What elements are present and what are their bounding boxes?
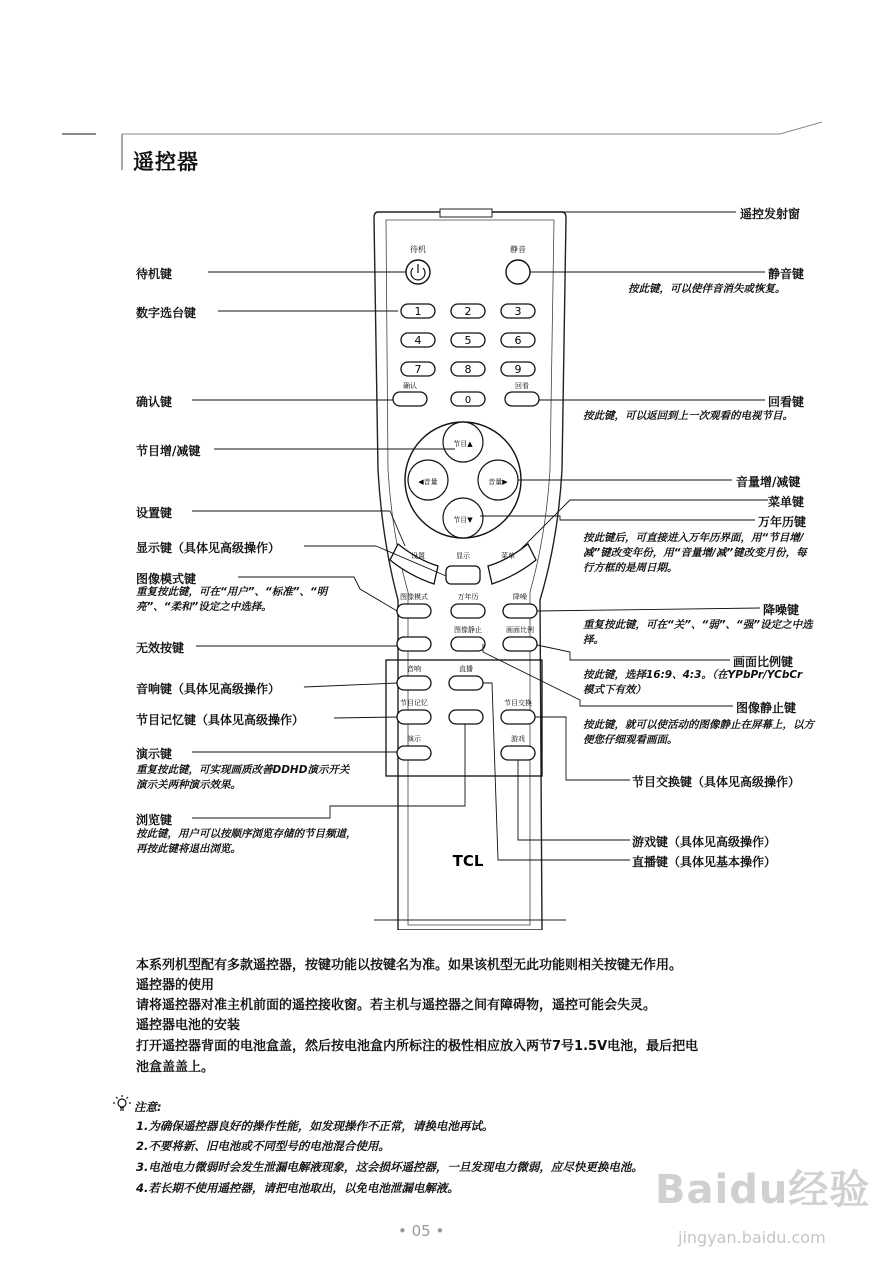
watermark-url: jingyan.baidu.com <box>678 1228 826 1247</box>
watermark-logo: Baidu经验 <box>655 1167 871 1213</box>
body-p3b: 池盒盖盖上。 <box>136 1060 215 1075</box>
digit-label-4: 4 <box>414 334 422 347</box>
svg-text:菜单: 菜单 <box>501 552 515 560</box>
lightbulb-icon <box>112 1094 132 1114</box>
svg-text:画面比例: 画面比例 <box>506 626 534 634</box>
label-swap: 节目交换键（具体见高级操作） <box>632 775 801 789</box>
svg-text:节目记忆: 节目记忆 <box>400 699 428 707</box>
label-digits: 数字选台键 <box>136 306 197 320</box>
body-h1: 遥控器的使用 <box>136 978 215 993</box>
label-aspect: 画面比例键 <box>733 655 794 669</box>
digit-label-5: 5 <box>464 334 472 347</box>
label-mute: 静音键 <box>768 267 805 281</box>
note-4: 4.若长期不使用遥控器，请把电池取出，以免电池泄漏电解液。 <box>136 1181 459 1195</box>
confirm-button <box>393 392 427 406</box>
svg-text:万年历: 万年历 <box>457 593 479 601</box>
note-3: 3.电池电力微弱时会发生泄漏电解液现象，这会损坏遥控器，一旦发现电力微弱，应尽快更换电池。 <box>136 1160 643 1174</box>
return-button <box>505 392 539 406</box>
digit-label-1: 1 <box>414 305 422 318</box>
desc-picture-mode: 重复按此键，可在“用户”、“标准”、“明亮”、“柔和”设定之中选择。 <box>136 586 328 613</box>
body-p2: 请将遥控器对准主机前面的遥控接收窗。若主机与遥控器之间有障碍物，遥控可能会失灵。 <box>136 998 657 1013</box>
remote-label-return: 回看 <box>515 382 529 390</box>
svg-text:演示: 演示 <box>407 735 421 743</box>
body-h2: 遥控器电池的安装 <box>136 1018 241 1033</box>
mute-button <box>506 260 530 284</box>
svg-text:节目▼: 节目▼ <box>453 516 473 524</box>
desc-noise: 重复按此键，可在“关”、“弱”、“强”设定之中选择。 <box>583 619 813 646</box>
swap-button <box>501 710 535 724</box>
label-menu: 菜单键 <box>768 495 805 509</box>
aspect-button <box>503 637 537 651</box>
memory-button <box>397 710 431 724</box>
sound-button <box>397 676 431 690</box>
desc-calendar: 按此键后，可直接进入万年历界面，用“节目增/减”键改变年份，用“音量增/减”键改变月份，每行方框的是周日期。 <box>583 532 807 574</box>
demo-button <box>397 746 431 760</box>
label-memory: 节目记忆键（具体见高级操作） <box>136 713 305 727</box>
svg-text:图像模式: 图像模式 <box>400 593 428 601</box>
page-number: • 05 • <box>398 1222 445 1240</box>
label-emitter: 遥控发射窗 <box>740 207 801 221</box>
label-no-function: 无效按键 <box>136 641 185 655</box>
label-standby: 待机键 <box>136 267 173 281</box>
svg-text:游戏: 游戏 <box>511 735 525 743</box>
digit-label-8: 8 <box>464 363 472 376</box>
calendar-button <box>451 604 485 618</box>
svg-text:节目交换: 节目交换 <box>504 699 532 707</box>
digit-label-7: 7 <box>414 363 422 376</box>
note-2: 2.不要将新、旧电池或不同型号的电池混合使用。 <box>136 1139 390 1153</box>
remote-label-confirm: 确认 <box>403 382 417 390</box>
brand-logo: TCL <box>452 852 484 870</box>
remote-label-standby: 待机 <box>410 245 426 254</box>
label-program: 节目增/减键 <box>136 444 201 458</box>
noise-button <box>503 604 537 618</box>
label-picture-mode: 图像模式键 <box>136 572 197 586</box>
svg-text:直播: 直播 <box>459 665 473 673</box>
ir-emitter-window <box>440 209 492 217</box>
page-title: 遥控器 <box>133 150 199 174</box>
digit-label-2: 2 <box>464 305 472 318</box>
label-return: 回看键 <box>768 395 805 409</box>
digit-label-9: 9 <box>514 363 522 376</box>
no-function-button <box>397 637 431 651</box>
svg-text:节目▲: 节目▲ <box>453 440 473 448</box>
label-volume: 音量增/减键 <box>736 475 801 489</box>
desc-freeze: 按此键，就可以使活动的图像静止在屏幕上，以方便您仔细观看画面。 <box>583 719 814 746</box>
svg-text:设置: 设置 <box>411 552 425 560</box>
game-button <box>501 746 535 760</box>
label-demo: 演示键 <box>136 747 173 761</box>
desc-aspect: 按此键，选择16:9、4:3。（在YPbPr/YCbCr模式下有效） <box>583 669 803 696</box>
digit-zero-label: 0 <box>464 395 472 406</box>
note-1: 1.为确保遥控器良好的操作性能，如发现操作不正常，请换电池再试。 <box>136 1119 494 1133</box>
blank-button <box>449 710 483 724</box>
svg-text:◀音量: ◀音量 <box>418 478 438 486</box>
display-button <box>446 566 480 584</box>
notes-title: 注意: <box>134 1100 162 1114</box>
picture-mode-button <box>397 604 431 618</box>
desc-mute: 按此键，可以使伴音消失或恢复。 <box>628 283 786 295</box>
digit-buttons <box>401 304 535 376</box>
label-browse: 浏览键 <box>136 813 173 827</box>
remote-label-mute: 静音 <box>510 245 526 254</box>
label-noise: 降噪键 <box>763 603 800 617</box>
label-confirm: 确认键 <box>136 395 173 409</box>
label-settings: 设置键 <box>136 506 173 520</box>
svg-text:降噪: 降噪 <box>513 593 527 601</box>
label-display: 显示键（具体见高级操作） <box>136 541 281 555</box>
desc-demo: 重复按此键，可实现画质改善DDHD演示开关演示关两种演示效果。 <box>136 764 350 791</box>
svg-text:音响: 音响 <box>407 665 421 673</box>
cctv-button <box>449 676 483 690</box>
label-cctv: 直播键（具体见基本操作） <box>632 855 777 869</box>
svg-text:图像静止: 图像静止 <box>454 626 482 634</box>
digit-label-3: 3 <box>514 305 522 318</box>
svg-text:显示: 显示 <box>456 552 470 560</box>
label-sound: 音响键（具体见高级操作） <box>136 682 281 696</box>
body-p3a: 打开遥控器背面的电池盒盖，然后按电池盒内所标注的极性相应放入两节7号1.5V电池，最后把电 <box>136 1039 699 1054</box>
freeze-button <box>451 637 485 651</box>
digit-label-6: 6 <box>514 334 522 347</box>
desc-return: 按此键，可以返回到上一次观看的电视节目。 <box>583 410 793 422</box>
desc-browse: 按此键，用户可以按顺序浏览存储的节目频道，再按此键将退出浏览。 <box>136 828 357 855</box>
label-freeze: 图像静止键 <box>736 701 797 715</box>
svg-text:音量▶: 音量▶ <box>488 478 508 486</box>
label-calendar: 万年历键 <box>758 515 807 529</box>
body-p1: 本系列机型配有多款遥控器，按键功能以按键名为准。如果该机型无此功能则相关按键无作用。 <box>136 958 683 973</box>
label-game: 游戏键（具体见高级操作） <box>632 835 777 849</box>
